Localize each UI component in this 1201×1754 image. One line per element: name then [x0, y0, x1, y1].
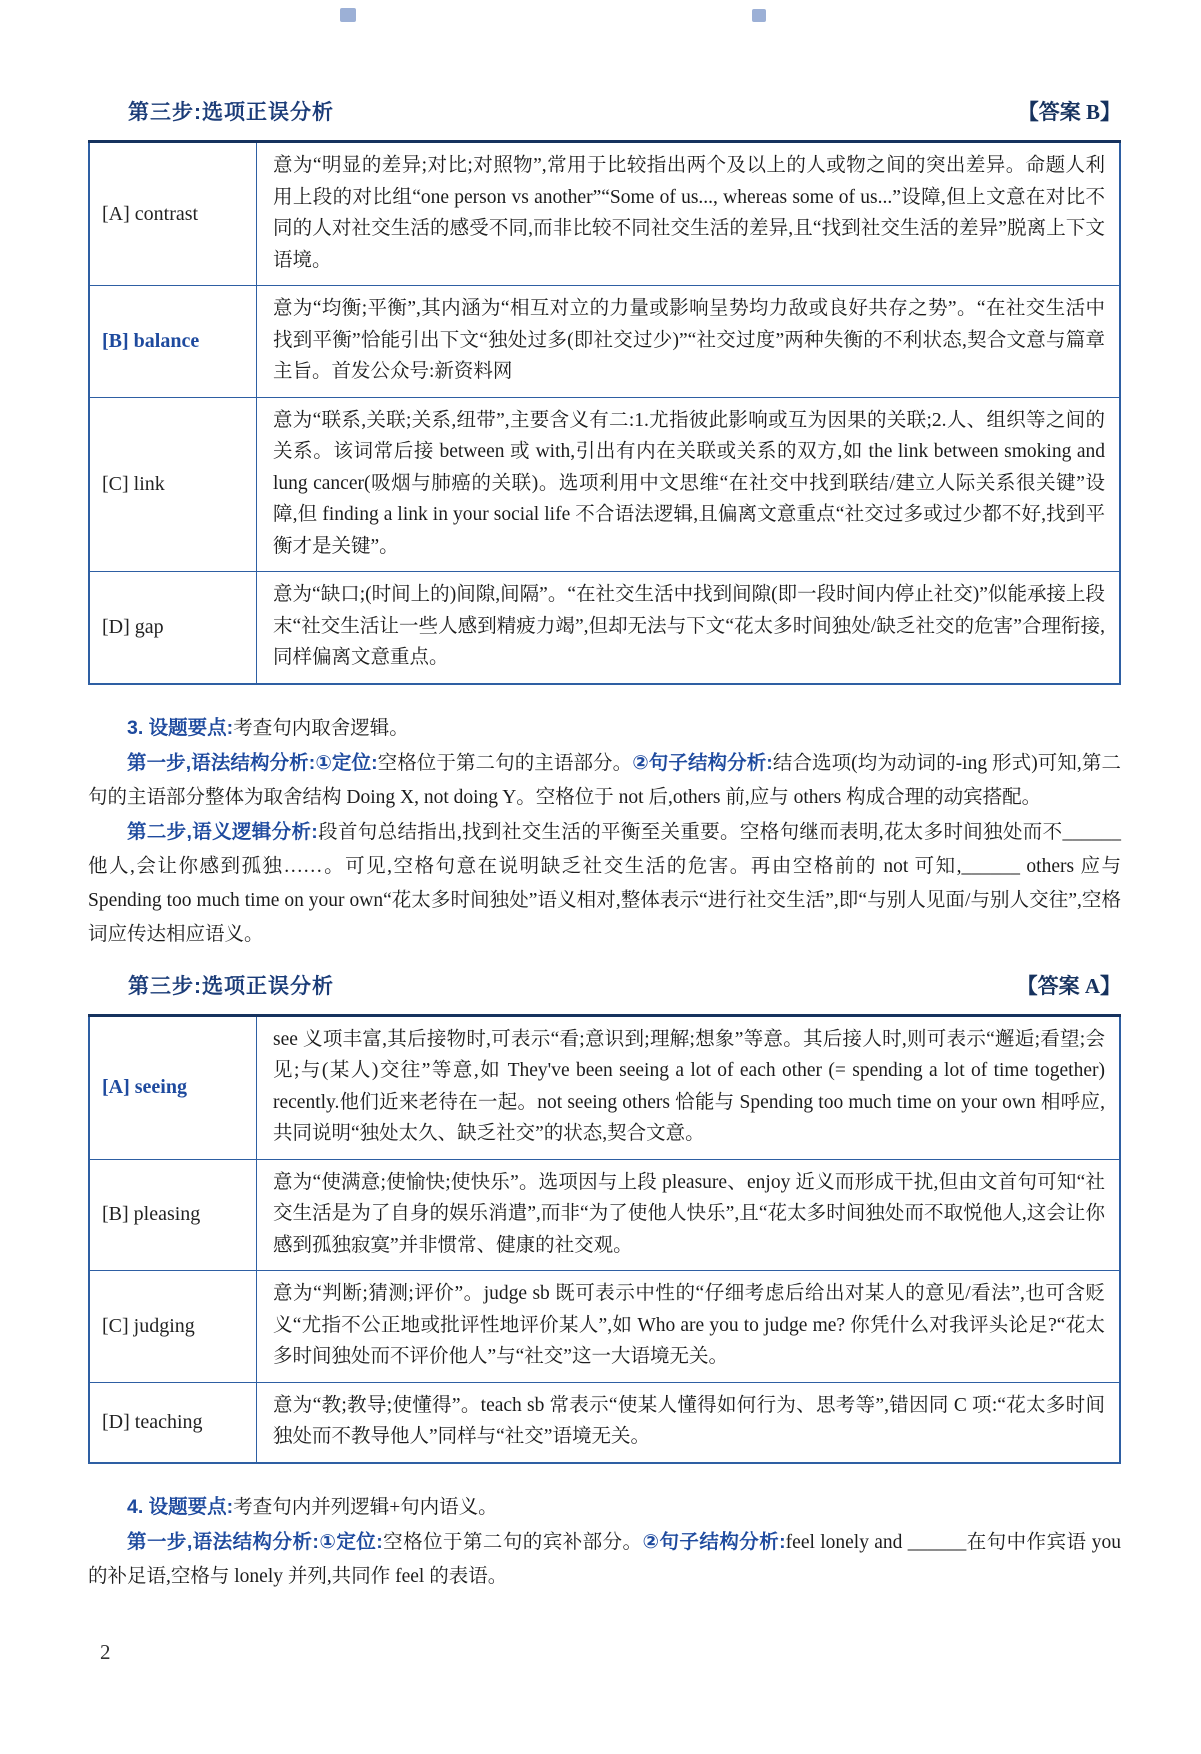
table-row — [89, 1159, 1120, 1271]
q3-step2-text: 段首句总结指出,找到社交生活的平衡至关重要。空格句继而表明,花太多时间独处而不______他人,会让你感到孤独……。可见,空格句意在说明缺乏社交生活的危害。再由空格前的 not 可知,______ others 应与 Spending too much time on your own“花太多时间独处”语义相对,整体表示“进行社交生活”,即“与别人见面/与别人交往”,空格词应传达相应语义。 — [88, 821, 1121, 945]
q3-key-text: 考查句内取舍逻辑。 — [233, 717, 409, 739]
q4-step1-label: 第一步,语法结构分析: — [127, 1530, 319, 1553]
q4-step1-point1: ①定位: — [318, 1530, 383, 1553]
option-label-gap: [D] gap — [89, 572, 257, 684]
q3-step2 — [88, 815, 1121, 952]
table-row — [89, 1015, 1120, 1159]
option-analysis-link: 意为“联系,关联;关系,纽带”,主要含义有二:1.尤指彼此影响或互为因果的关联;2.人、组织等之间的关系。该词常后接 between 或 with,引出有内在关联或关系的双方,如 the link between smoking and lung cancer(吸烟与肺癌的关联)。选项利用中文思维“在社交中找到联结/建立人际关系很关键”设障,但 finding a link in your social life 不合语法逻辑,且偏离文意重点“社交过多或过少都不好,找到平衡才是关键”。 — [257, 397, 1121, 572]
table-row — [89, 572, 1120, 684]
option-label-seeing: [A] seeing — [89, 1015, 257, 1159]
q4-key-points — [88, 1490, 1121, 1525]
q4-key-text: 考查句内并列逻辑+句内语义。 — [233, 1496, 498, 1518]
options-table-q3 — [88, 1014, 1121, 1464]
q3-key-label: 3. 设题要点: — [127, 716, 234, 739]
options-table-q2 — [88, 140, 1121, 685]
q3-step1-point2: ②句子结构分析: — [632, 751, 773, 774]
q3-step1 — [88, 746, 1121, 815]
option-analysis-seeing: see 义项丰富,其后接物时,可表示“看;意识到;理解;想象”等意。其后接人时,则可表示“邂逅;看望;会见;与(某人)交往”等意,如 They've been seeing a lot of each other (= spending a lot of time together) recently.他们近来老待在一起。not seeing others 恰能与 Spending too much time on your own 相呼应,共同说明“独处太久、缺乏社交”的状态,契合文意。 — [257, 1015, 1121, 1159]
option-analysis-teaching: 意为“教;教导;使懂得”。teach sb 常表示“使某人懂得如何行为、思考等”,错因同 C 项:“花太多时间独处而不教导他人”同样与“社交”语境无关。 — [257, 1382, 1121, 1463]
q4-step1-point2: ②句子结构分析: — [642, 1530, 786, 1553]
q3-key-points — [88, 711, 1121, 746]
answer-badge-b: 【答案 B】 — [1017, 100, 1121, 124]
page-number: 2 — [100, 1639, 111, 1664]
option-label-contrast: [A] contrast — [89, 142, 257, 286]
step3-title: 第三步:选项正误分析 — [128, 101, 334, 124]
option-label-pleasing: [B] pleasing — [89, 1159, 257, 1271]
answer-badge-a: 【答案 A】 — [1016, 973, 1121, 998]
q4-step1-text1: 空格位于第二句的宾补部分。 — [382, 1531, 643, 1553]
option-label-link: [C] link — [89, 397, 257, 572]
step3-header-q3 — [88, 970, 1121, 1000]
table-row — [89, 142, 1120, 286]
option-analysis-contrast: 意为“明显的差异;对比;对照物”,常用于比较指出两个及以上的人或物之间的突出差异。命题人利用上段的对比组“one person vs another”“Some of us..., whereas some of us...”设障,但上文意在对比不同的人对社交生活的感受不同,而非比较不同社交生活的差异,且“找到社交生活的差异”脱离上下文语境。 — [257, 142, 1121, 286]
option-analysis-judging: 意为“判断;猜测;评价”。judge sb 既可表示中性的“仔细考虑后给出对某人的意见/看法”,也可含贬义“尤指不公正地或批评性地评价某人”,如 Who are you to judge me? 你凭什么对我评头论足?“花太多时间独处而不评价他人”与“社交”这一大语境无关。 — [257, 1271, 1121, 1383]
table-row — [89, 1382, 1120, 1463]
table-row — [89, 286, 1120, 398]
option-analysis-gap: 意为“缺口;(时间上的)间隙,间隔”。“在社交生活中找到间隙(即一段时间内停止社交)”似能承接上段末“社交生活让一些人感到精疲力竭”,但却无法与下文“花太多时间独处/缺乏社交的危害”合理衔接,同样偏离文意重点。 — [257, 572, 1121, 684]
table-row — [89, 397, 1120, 572]
table-row — [89, 1271, 1120, 1383]
q3-step2-label: 第二步,语义逻辑分析: — [127, 820, 318, 843]
option-label-judging: [C] judging — [89, 1271, 257, 1383]
option-analysis-balance: 意为“均衡;平衡”,其内涵为“相互对立的力量或影响呈势均力敌或良好共存之势”。“在社交生活中找到平衡”恰能引出下文“独处过多(即社交过少)”“社交过度”两种失衡的不利状态,契合文意与篇章主旨。首发公众号:新资料网 — [257, 286, 1121, 398]
step3-header-q2 — [88, 96, 1121, 126]
q4-key-label: 4. 设题要点: — [127, 1495, 234, 1518]
option-analysis-pleasing: 意为“使满意;使愉快;使快乐”。选项因与上段 pleasure、enjoy 近义而形成干扰,但由文首句可知“社交生活是为了自身的娱乐消遣”,而非“为了使他人快乐”,且“花太多时间独处而不取悦他人,这会让你感到孤独寂寞”并非惯常、健康的社交观。 — [257, 1159, 1121, 1271]
option-label-balance: [B] balance — [89, 286, 257, 398]
q3-step1-text2: 结合选项(均为动词的-ing 形式)可知,第二句的主语部分整体为取舍结构 Doing X, not doing Y。空格位于 not 后,others 前,应与 others 构成合理的动宾搭配。 — [88, 752, 1121, 808]
q3-step1-label: 第一步,语法结构分析: — [127, 751, 316, 774]
question4-analysis — [88, 1490, 1121, 1594]
q3-step1-point1: ①定位: — [315, 751, 378, 774]
q3-step1-text1: 空格位于第二句的主语部分。 — [377, 752, 633, 774]
q4-step1-text2: feel lonely and ______在句中作宾语 you 的补足语,空格与 lonely 并列,共同作 feel 的表语。 — [88, 1531, 1121, 1587]
question3-analysis — [88, 711, 1121, 952]
q4-step1 — [88, 1525, 1121, 1594]
option-label-teaching: [D] teaching — [89, 1382, 257, 1463]
step3-title: 第三步:选项正误分析 — [128, 974, 334, 998]
